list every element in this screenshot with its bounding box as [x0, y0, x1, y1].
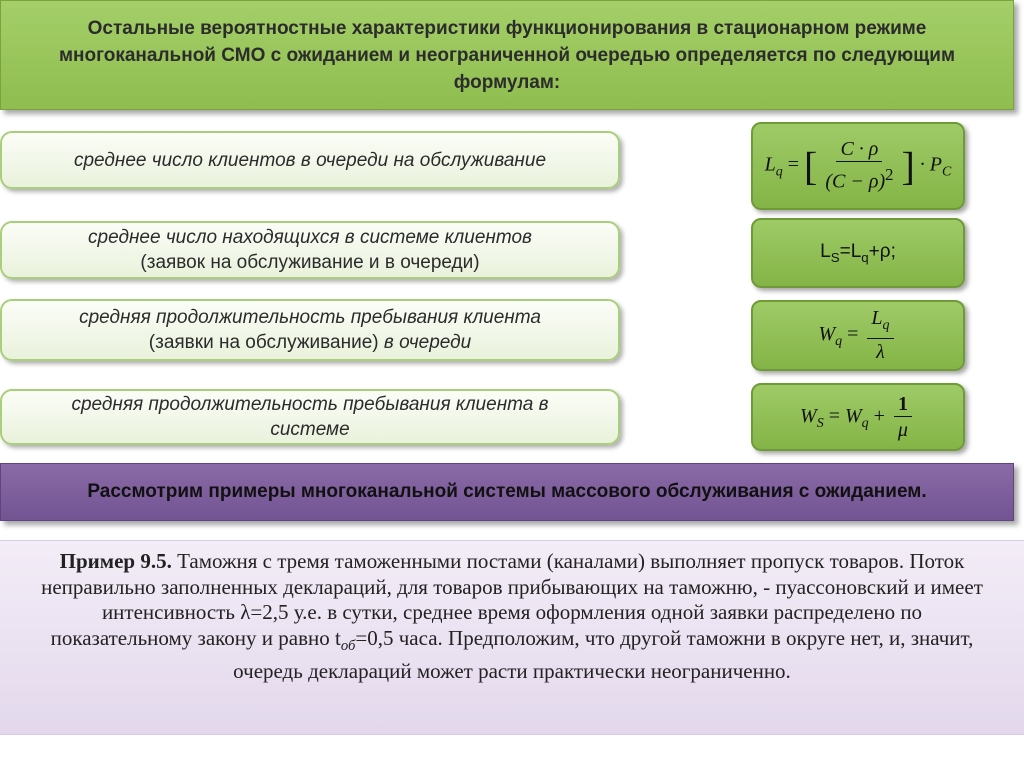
lq-den: (C − ρ) — [825, 170, 886, 193]
label-avg-queue — [0, 131, 620, 189]
ls-L: L — [820, 241, 831, 263]
pc-symbol: · P — [919, 153, 943, 176]
label-line2: системе — [270, 419, 350, 440]
formula-lq: $L_q$ = [ $\frac{C \cdot \rho}{(C - \rho)^2}$ ] · $P_C$ — [764, 138, 952, 193]
examples-banner — [0, 463, 1014, 521]
wq-sub: q — [835, 334, 843, 350]
label-line1: средняя продолжительность пребывания клиента — [79, 307, 541, 328]
page-title: Остальные вероятностные характеристики функционирования в стационарном режиме многоканальной СМО с ожиданием и неограниченной очередью определяется по следующим формулам: — [58, 17, 956, 93]
lq-sub: q — [775, 164, 783, 180]
ws-wq-symbol: W — [844, 404, 862, 427]
example-text-1: Таможня с тремя таможенными постами (каналами) выполняет пропуск товаров. Поток неправильно заполненных деклараций, для товаров прибывающих на таможню, - пуассоновский и имеет интенсивность λ=2,5 у.е. в сутки, среднее время оформления одной заявки распределено по показательному закону и равно t — [41, 549, 983, 650]
wq-num-sub: q — [882, 318, 890, 333]
ls-sub: S — [830, 249, 840, 265]
label-line1: среднее число находящихся в системе клиентов — [88, 227, 532, 248]
ws-symbol: W — [800, 404, 817, 427]
ls-q: q — [861, 249, 869, 265]
formula-ws-box — [751, 383, 965, 451]
formula-ws: $W_S = W_q$ + $\frac{1}{\mu}$ — [800, 392, 916, 443]
lq-num: C · ρ — [840, 138, 879, 161]
ls-eq: =L — [839, 241, 862, 263]
ws-fraction — [894, 392, 912, 443]
label-line2: (заявок на обслуживание и в очереди) — [140, 252, 480, 273]
wq-num: L — [871, 307, 883, 329]
formula-lq-box — [751, 122, 965, 210]
label-time-in-queue — [0, 299, 620, 361]
formula-ls — [820, 241, 896, 265]
label-avg-in-system — [0, 221, 620, 279]
formula-wq: $W_q$ = $\frac{L_q}{\lambda}$ — [818, 306, 897, 365]
formula-ls-box — [751, 218, 965, 288]
ls-rest: +ρ; — [868, 241, 896, 263]
formula-wq-box — [751, 300, 965, 371]
example-text-sub: об — [340, 637, 356, 654]
example-label: Пример 9.5. — [59, 549, 172, 573]
title-box — [0, 0, 1014, 110]
lq-exp: 2 — [885, 165, 894, 185]
label-time-in-system — [0, 389, 620, 445]
example-box — [0, 540, 1024, 735]
wq-symbol: W — [818, 323, 836, 346]
ws-wq-sub: q — [861, 415, 869, 431]
banner-text: Рассмотрим примеры многоканальной системы массового обслуживания с ожиданием. — [87, 481, 927, 502]
wq-den: λ — [876, 341, 885, 363]
wq-fraction — [867, 306, 893, 365]
label-line2-plain: (заявки на обслуживание) — [148, 332, 384, 353]
ws-num: 1 — [897, 392, 908, 415]
example-text-2: =0,5 часа. Предположим, что другой таможни в округе нет, и, значит, очередь деклараций может расти практически неограниченно. — [233, 625, 974, 684]
label-line1: средняя продолжительность пребывания клиента в — [71, 394, 549, 415]
ws-den: μ — [897, 418, 908, 441]
label-text: среднее число клиентов в очереди на обслуживание — [73, 149, 547, 171]
lq-symbol: L — [764, 153, 776, 176]
ws-sub: S — [816, 415, 824, 431]
lq-fraction — [821, 137, 897, 195]
label-line2-italic: в очереди — [383, 332, 472, 353]
pc-sub: C — [942, 164, 952, 180]
